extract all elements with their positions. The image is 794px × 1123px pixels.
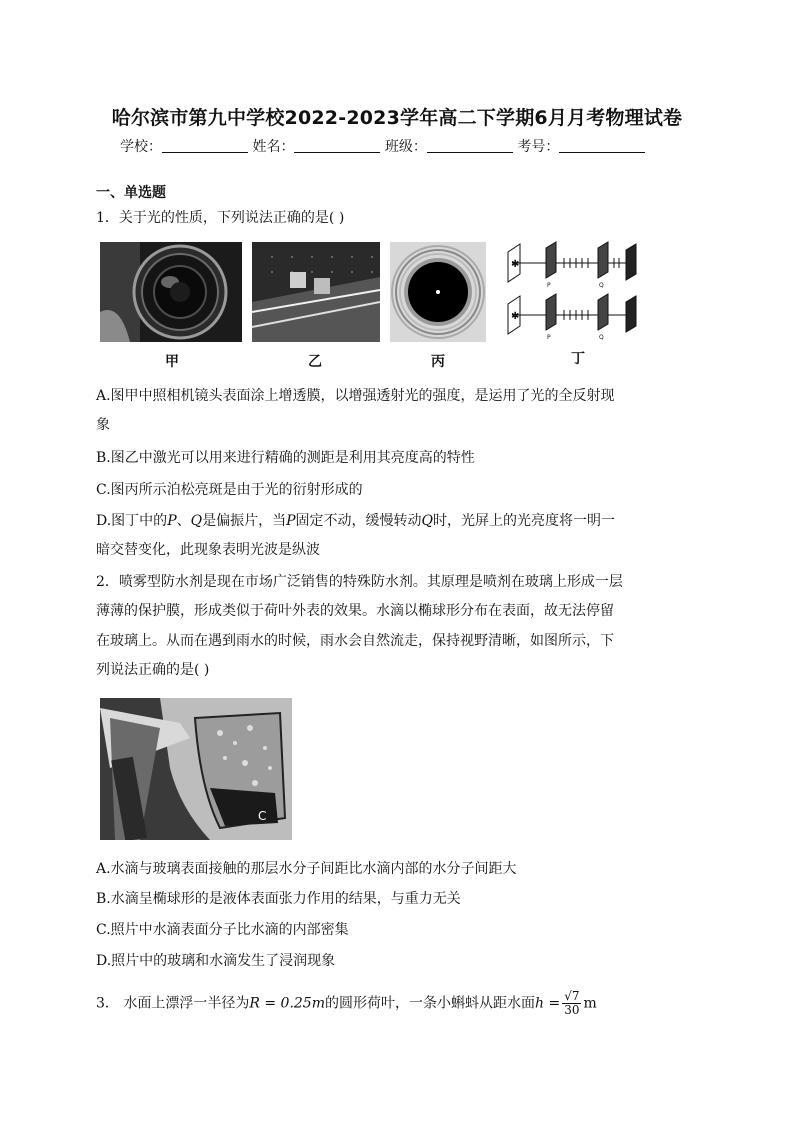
q1-option-a-line1: A.图甲中照相机镜头表面涂上增透膜，以增强透射光的强度，是运用了光的全反射现 [96,388,615,404]
number-label: 考号： [517,139,560,155]
page-title: 哈尔滨市第九中学校2022-2023学年高二下学期6月月考物理试卷 [111,107,683,129]
school-blank [162,138,248,153]
q3-fraction: $\frac{√7}{30}$ [564,989,580,1017]
q1-option-b: B.图乙中激光可以用来进行精确的测距是利用其亮度高的特性 [96,450,475,466]
q1-option-d-line1: D.图丁中的P、Q是偏振片，当P固定不动，缓慢转动Q时，光屏上的光亮度将一明一 [96,513,615,529]
q1-figure-yi [252,242,380,342]
q2-figure-mirror-spray [100,698,292,840]
q1-figure-bing-label: 丙 [431,354,445,370]
student-info-row [120,136,645,156]
svg-text:✱: ✱ [511,259,520,270]
q1-option-a-line2: 象 [96,417,110,433]
section-heading: 一、单选题 [96,185,166,201]
q1-figure-jia-label: 甲 [165,354,179,370]
svg-text:✱: ✱ [511,311,520,322]
q2-stem-line1: 2．喷雾型防水剂是现在市场广泛销售的特殊防水剂。其原理是喷剂在玻璃上形成一层 [96,574,623,590]
q1-figure-ding-label: 丁 [571,351,585,367]
q2-stem-line2: 薄薄的保护膜，形成类似于荷叶外表的效果。水滴以椭球形分布在表面，故无法停留 [96,603,614,619]
q2-option-b: B.水滴呈椭球形的是液体表面张力作用的结果，与重力无关 [96,891,461,907]
name-blank [294,138,380,153]
polarizer-label-p1: P [547,282,551,289]
q1-figure-bing [390,242,486,342]
polarizer-label-q2: Q [599,334,604,340]
class-label: 班级： [384,139,427,155]
q1-figure-yi-label: 乙 [308,354,322,370]
q2-option-c: C.照片中水滴表面分子比水滴的内部密集 [96,922,349,938]
svg-text:C: C [258,809,267,823]
q1-option-c: C.图丙所示泊松亮斑是由于光的衍射形成的 [96,482,363,498]
q1-figure-jia [100,242,242,342]
polarizer-label-p2: P [547,334,551,340]
q2-option-a: A.水滴与玻璃表面接触的那层水分子间距比水滴内部的水分子间距大 [96,861,517,877]
q3-stem: 3． 水面上漂浮一半径为R = 0.25m的圆形荷叶，一条小蝌蚪从距水面h = $\frac{√7}{30}$ m [96,989,597,1017]
polarizer-label-q1: Q [599,282,604,289]
number-blank [559,138,645,153]
q1-figure-ding [498,240,648,340]
q2-stem-line3: 在玻璃上。从而在遇到雨水的时候，雨水会自然流走，保持视野清晰，如图所示，下 [96,633,614,649]
name-label: 姓名： [252,139,295,155]
q2-stem-line4: 列说法正确的是( ) [96,662,210,678]
q2-option-d: D.照片中的玻璃和水滴发生了浸润现象 [96,953,336,969]
class-blank [427,138,513,153]
school-label: 学校： [120,139,162,155]
q1-stem: 1．关于光的性质，下列说法正确的是( ) [96,210,345,226]
q1-option-d-line2: 暗交替变化，此现象表明光波是纵波 [96,542,320,558]
